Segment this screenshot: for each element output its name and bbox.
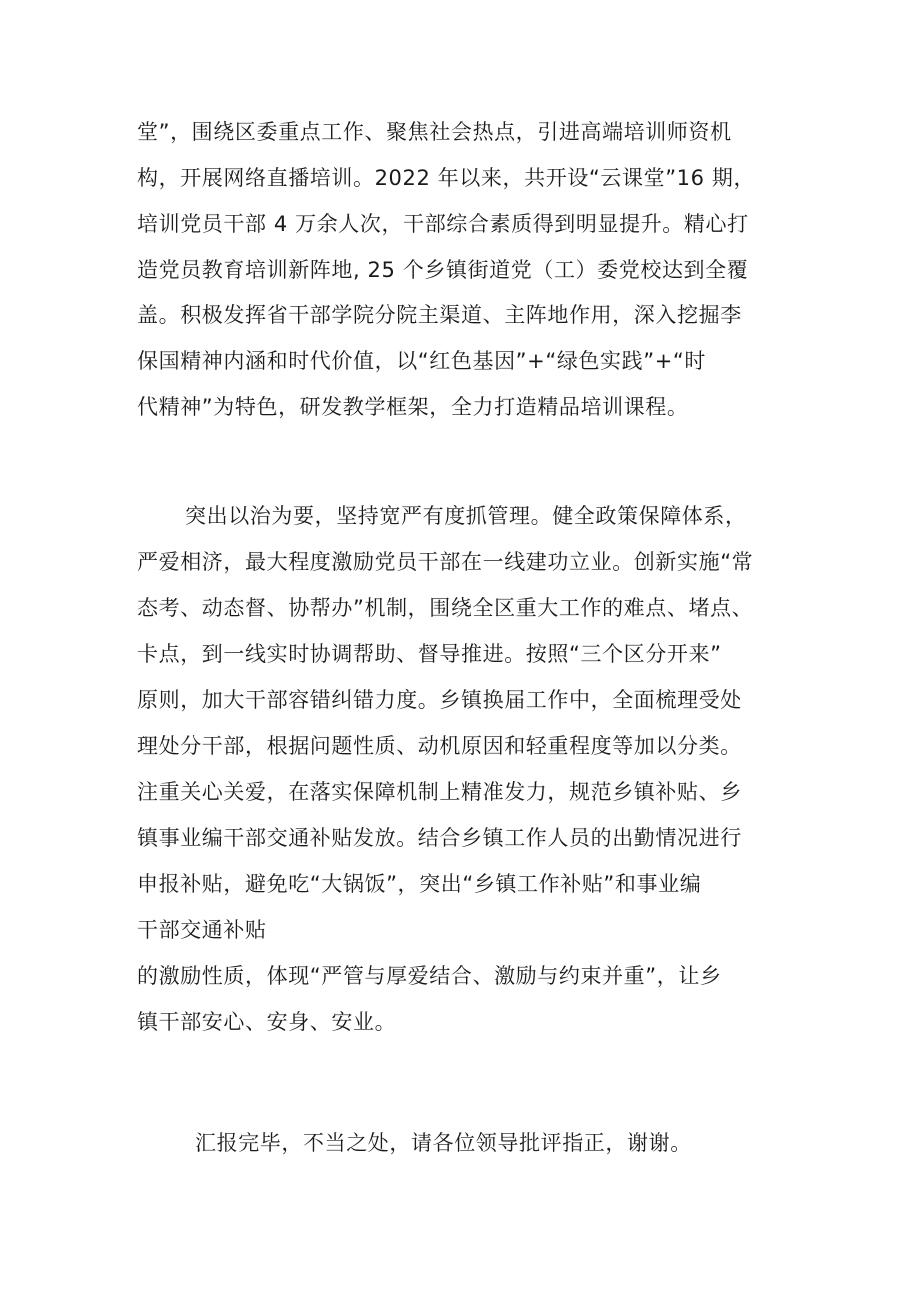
paragraph-1-line-1: 堂”，围绕区委重点工作、聚焦社会热点，引进高端培训师资机 — [137, 120, 732, 144]
paragraph-1-line-2: 构，开展网络直播培训。2022 年以来，共开设“云课堂”16 期， — [137, 166, 756, 190]
paragraph-2-line-6: 理处分干部，根据问题性质、动机原因和轻重程度等加以分类。 — [137, 734, 742, 758]
paragraph-2-line-3: 态考、动态督、协帮办”机制，围绕全区重大工作的难点、堵点、 — [137, 596, 754, 620]
paragraph-2-line-9: 申报补贴，避免吃“大锅饭”，突出“乡镇工作补贴”和事业编 — [137, 872, 702, 896]
paragraph-2-line-5: 原则，加大干部容错纠错力度。乡镇换届工作中，全面梳理受处 — [137, 688, 742, 712]
paragraph-1-line-6: 保国精神内涵和时代价值，以“红色基因”+“绿色实践”+“时 — [137, 349, 706, 373]
paragraph-2-line-12: 镇干部安心、安身、安业。 — [137, 1010, 397, 1034]
paragraph-2-line-2: 严爱相济，最大程度激励党员干部在一线建功立业。创新实施“常 — [137, 550, 754, 574]
paragraph-1-line-5: 盖。积极发挥省干部学院分院主渠道、主阵地作用，深入挖掘李 — [137, 303, 742, 327]
paragraph-2-line-10: 干部交通补贴 — [137, 918, 267, 942]
paragraph-2-line-11: 的激励性质，体现“严管与厚爱结合、激励与约束并重”，让乡 — [137, 964, 722, 988]
paragraph-2-line-1: 突出以治为要，坚持宽严有度抓管理。健全政策保障体系， — [185, 504, 747, 528]
paragraph-1-line-4: 造党员教育培训新阵地, 25 个乡镇街道党（工）委党校达到全覆 — [137, 258, 749, 282]
paragraph-2-line-4: 卡点，到一线实时协调帮助、督导推进。按照“三个区分开来” — [137, 642, 722, 666]
paragraph-1-line-7: 代精神”为特色，研发教学框架，全力打造精品培训课程。 — [137, 395, 689, 419]
paragraph-2-line-7: 注重关心关爱，在落实保障机制上精准发力，规范乡镇补贴、乡 — [137, 780, 742, 804]
closing-remark: 汇报完毕，不当之处，请各位领导批评指正，谢谢。 — [195, 1131, 692, 1155]
paragraph-2-line-8: 镇事业编干部交通补贴发放。结合乡镇工作人员的出勤情况进行 — [137, 826, 742, 850]
paragraph-1-line-3: 培训党员干部 4 万余人次，干部综合素质得到明显提升。精心打 — [137, 212, 749, 236]
